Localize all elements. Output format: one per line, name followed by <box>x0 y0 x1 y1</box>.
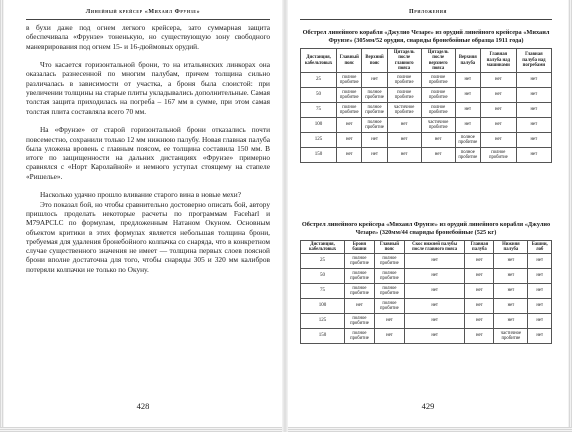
distance-cell: 125 <box>301 314 345 329</box>
table-cell: нет <box>528 299 552 314</box>
table-cell: нет <box>480 73 516 88</box>
column-header: Верхняя палуба <box>455 49 480 73</box>
table-cell: полное пробитие <box>387 88 421 103</box>
table-row <box>301 284 552 299</box>
table-row <box>301 103 552 118</box>
table-cell: нет <box>387 118 421 133</box>
paragraph: Это показал бой, но чтобы сравнительно достоверно описать бой, автору пришлось проделать некоторые расчеты по программам Faceharl и M79APCLC по формулам, предложенным Натаном Окуном. Основным объектом критики в этих формулах является небольшая толщина брони, требуемая для удаления бронебойного колпачка со снаряда, что в конкретном случае существенного значения не имеет — толщина первых слоев поясной брони вполне достаточна для того, чтобы снаряды 305 и 320 мм калибров потеряли колпачки не только по Окуну. <box>26 199 270 274</box>
table-cell: нет <box>480 88 516 103</box>
column-header: Главный пояс <box>337 49 362 73</box>
table-cell: полное пробитие <box>421 103 455 118</box>
table-cell: нет <box>528 329 552 344</box>
table-row <box>301 133 552 148</box>
distance-cell: 125 <box>301 133 337 148</box>
distance-cell: 100 <box>301 299 345 314</box>
table-cell: нет <box>480 103 516 118</box>
left-page <box>4 3 282 427</box>
page-edge-right <box>568 0 572 432</box>
table-cell: нет <box>455 103 480 118</box>
table-title: Обстрел линейного крейсера «Михаил Фрунзе» из орудий линейного корабля «Джулио Чезаре» (320мм/44 снаряды бронебойные (525 кг) <box>301 221 551 236</box>
distance-cell: 75 <box>301 103 337 118</box>
distance-cell: 75 <box>301 284 345 299</box>
table-row <box>301 148 552 163</box>
table-cell: нет <box>465 329 494 344</box>
table-cell: нет <box>421 148 455 163</box>
table-cell: нет <box>516 88 551 103</box>
table-cell: нет <box>480 133 516 148</box>
table-cell: нет <box>387 133 421 148</box>
table-cell: полное пробитие <box>455 133 480 148</box>
table-row <box>301 73 552 88</box>
table-row <box>301 269 552 284</box>
table-cell: полное пробитие <box>374 284 404 299</box>
table-cell: нет <box>404 299 464 314</box>
table-cell: полное пробитие <box>480 148 516 163</box>
table-cell: полное пробитие <box>344 284 374 299</box>
column-header: Цитадель после верхнего пояса <box>421 49 455 73</box>
table-cell: нет <box>494 284 528 299</box>
table-cell: нет <box>404 314 464 329</box>
table-cell: частичное пробитие <box>421 118 455 133</box>
table-cell: нет <box>362 133 387 148</box>
left-body-text <box>26 23 270 274</box>
column-header: Броня башни <box>344 241 374 254</box>
table-header-row <box>301 49 552 73</box>
table-cell: полное пробитие <box>362 88 387 103</box>
table-cell: нет <box>465 254 494 269</box>
table-cell: полное пробитие <box>455 148 480 163</box>
table-cell: полное пробитие <box>374 254 404 269</box>
table-cell: нет <box>494 299 528 314</box>
table-cell: нет <box>337 148 362 163</box>
table-cell: нет <box>494 269 528 284</box>
distance-cell: 25 <box>301 73 337 88</box>
table-block-2 <box>300 221 552 344</box>
column-header: Главный пояс <box>374 241 404 254</box>
distance-cell: 50 <box>301 88 337 103</box>
table-cell: полное пробитие <box>344 269 374 284</box>
table-row <box>301 254 552 269</box>
column-header: Верхний пояс <box>362 49 387 73</box>
table-cell: частичное пробитие <box>387 103 421 118</box>
column-header: Цитадель после главного пояса <box>387 49 421 73</box>
table-cell: полное пробитие <box>337 88 362 103</box>
left-page-number: 428 <box>136 401 150 411</box>
paragraph: Насколько удачно прошло вливание старого вина в новые мехи? <box>40 190 241 200</box>
right-page-number: 429 <box>421 401 435 411</box>
column-header: Главная палуба над погребами <box>516 49 551 73</box>
column-header: Башни, лоб <box>528 241 552 254</box>
table-cell: нет <box>465 284 494 299</box>
table-cell: нет <box>516 103 551 118</box>
table-cell: нет <box>465 269 494 284</box>
left-running-head: Линейный крейсер «Михаил Фрунзе» <box>85 9 201 15</box>
table-cell: нет <box>344 299 374 314</box>
distance-cell: 50 <box>301 269 345 284</box>
column-header: Дистанция, кабельтовых <box>301 49 337 73</box>
table-cell: нет <box>516 118 551 133</box>
armor-table-1 <box>300 48 552 163</box>
distance-cell: 100 <box>301 118 337 133</box>
table-row <box>301 329 552 344</box>
table-cell: полное пробитие <box>362 103 387 118</box>
table-cell: нет <box>337 133 362 148</box>
column-header: Главная палуба над машинами <box>480 49 516 73</box>
paragraph: На «Фрунзе» от старой горизонтальной брони отказались почти повсеместно, сохранили только 12 мм нижнюю палубу. Новая главная палуба была уложена вровень с главным поясом, ее толщина составила 150 мм. В итоге по защищенности на дальних дистанциях «Фрунзе» примерно сравнялся с «Норт Каролайной» и немного уступал стоящему на стапеле «Ришелье». <box>26 125 270 181</box>
right-running-head: Приложения <box>409 9 447 15</box>
paragraph: Что касается горизонтальной брони, то на итальянских линкорах она оказалась разнесенной по многим палубам, причем толщина сильно различалась в зависимости от участка, а броня была слоистой: при увеличении толщины на старые плиты укладывались дополнительные. Самая толстая защита приходилась на погреба – 167 мм в сумме, при этом самая толстая плита составляла всего 70 мм. <box>26 60 270 116</box>
armor-table-2 <box>300 240 552 344</box>
table-cell: нет <box>421 133 455 148</box>
table-cell: полное пробитие <box>362 118 387 133</box>
column-header: Скос нижней палубы после главного пояса <box>404 241 464 254</box>
table-cell: нет <box>516 133 551 148</box>
table-cell: полное пробитие <box>344 329 374 344</box>
column-header: Нижняя палуба <box>494 241 528 254</box>
table-cell: нет <box>455 118 480 133</box>
right-head-rule <box>300 19 552 20</box>
table-title: Обстрел линейного корабля «Джулио Чезаре» из орудий линейного крейсера «Михаил Фрунзе» (305мм/52 орудия, снаряды бронебойные образца 1911 года) <box>302 29 550 44</box>
table-row <box>301 299 552 314</box>
table-cell: полное пробитие <box>387 73 421 88</box>
table-block-1 <box>300 29 552 163</box>
paragraph: в бухи даже под огнем легкого крейсера, зато суммарная защита обеспечивала «Фрунзе» тоненькую, но существующую зону свободного маневрирования под огнем 15- и 16-дюймовых орудий. <box>26 23 270 51</box>
table-cell: полное пробитие <box>421 73 455 88</box>
distance-cell: 150 <box>301 329 345 344</box>
table-cell: полное пробитие <box>337 73 362 88</box>
table-cell: нет <box>528 254 552 269</box>
table-row <box>301 314 552 329</box>
table-row <box>301 88 552 103</box>
table-cell: нет <box>528 314 552 329</box>
table-cell: нет <box>494 254 528 269</box>
table-cell: нет <box>465 299 494 314</box>
table-cell: нет <box>404 254 464 269</box>
table-cell: нет <box>374 314 404 329</box>
column-header: Дистанция, кабельтовых <box>301 241 345 254</box>
table-cell: нет <box>455 73 480 88</box>
table-cell: нет <box>337 118 362 133</box>
table-cell: нет <box>404 284 464 299</box>
table-cell: нет <box>494 314 528 329</box>
left-head-rule <box>26 19 270 20</box>
table-cell: нет <box>362 148 387 163</box>
table-cell: нет <box>374 329 404 344</box>
distance-cell: 150 <box>301 148 337 163</box>
table-cell: нет <box>404 269 464 284</box>
table-row <box>301 118 552 133</box>
table-cell: полное пробитие <box>344 254 374 269</box>
table-cell: нет <box>362 73 387 88</box>
table-cell: полное пробитие <box>344 314 374 329</box>
table-cell: нет <box>516 148 551 163</box>
column-header: Главная палуба <box>465 241 494 254</box>
table-cell: нет <box>528 269 552 284</box>
table-header-row <box>301 241 552 254</box>
table-cell: нет <box>480 118 516 133</box>
table-cell: полное пробитие <box>421 88 455 103</box>
table-cell: нет <box>528 284 552 299</box>
right-page <box>288 3 568 427</box>
table-cell: нет <box>455 88 480 103</box>
table-cell: нет <box>387 148 421 163</box>
table-cell: полное пробитие <box>337 103 362 118</box>
table-cell: нет <box>516 73 551 88</box>
table-cell: частичное пробитие <box>494 329 528 344</box>
distance-cell: 25 <box>301 254 345 269</box>
table-cell: полное пробитие <box>374 299 404 314</box>
table-cell: нет <box>404 329 464 344</box>
table-cell: нет <box>465 314 494 329</box>
table-cell: полное пробитие <box>374 269 404 284</box>
